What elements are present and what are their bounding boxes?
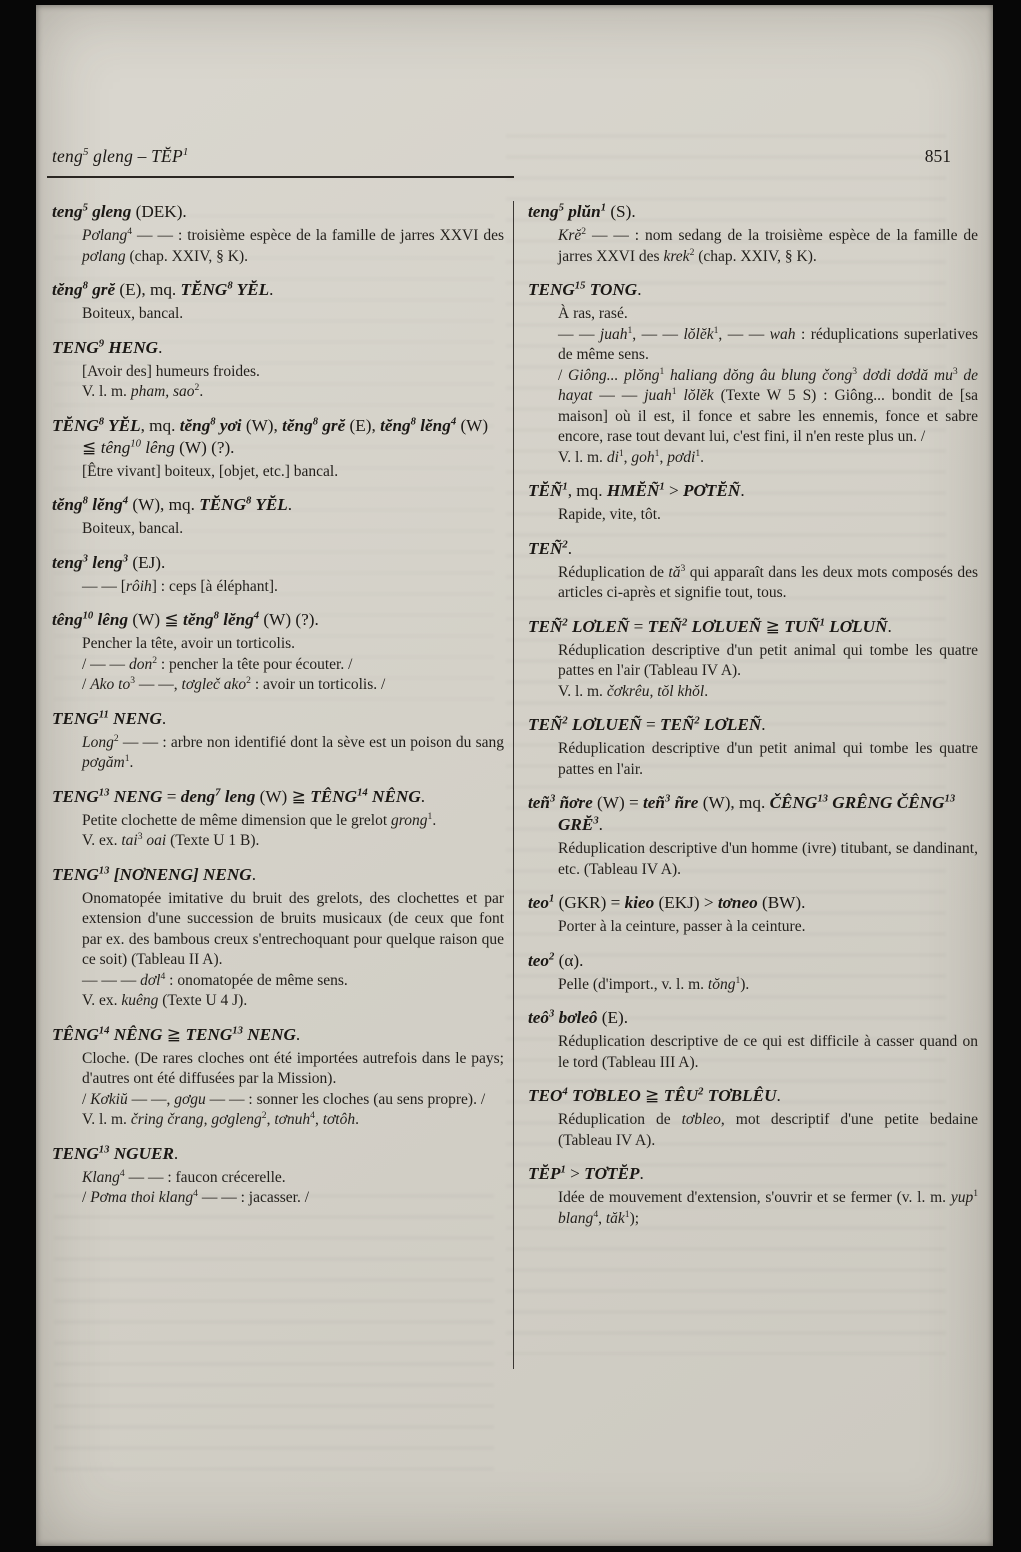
entry-headword: TENG$^{13}$ NGUER. <box>52 1143 179 1163</box>
entry-headword: teng$^3$ leng$^3$ (EJ). <box>52 552 166 572</box>
dictionary-entry <box>52 1143 504 1209</box>
entry-definition: — — [rôih] : ceps [à éléphant]. <box>82 577 278 595</box>
entry-headword: TÊNG$^{14}$ NÊNG ≧ TENG$^{13}$ NENG. <box>52 1024 301 1044</box>
entry-headword: TENG$^{15}$ TONG. <box>528 280 642 299</box>
dictionary-entry <box>52 609 504 696</box>
entry-definition: Réduplication descriptive de ce qui est difficile à casser quand on le tord (Tableau III A). <box>558 1033 978 1071</box>
entry-headword: TEÑ$^2$. <box>528 538 572 558</box>
dictionary-entry <box>52 708 504 774</box>
entry-definition: — — — dơl$^4$ : onomatopée de même sens. <box>82 970 348 989</box>
entry-headword: TĔNG$^8$ YĔL, mq. tĕng$^8$ yơi (W), tĕng$^8$ grĕ (E), tĕng$^8$ lĕng$^4$ (W) ≦ têng$^{10}$ lêng (W) (?). <box>52 415 489 457</box>
dictionary-entry <box>528 1007 978 1073</box>
entry-definition: V. l. m. $di^1$, goh$^1$, pơdi$^1$. <box>558 447 704 466</box>
entry-definition: V. ex. kuêng (Texte U 4 J). <box>82 992 248 1009</box>
entry-definition: À ras, rasé. <box>558 305 628 322</box>
dictionary-entry <box>528 616 978 703</box>
entry-definition: Réduplication de tơbleo, mot descriptif d'une petite bedaine (Tableau IV A). <box>558 1111 978 1149</box>
dictionary-entry <box>52 786 504 852</box>
entry-headword: TENG$^{11}$ NENG. <box>52 708 167 728</box>
entry-headword: teng$^5$ gleng (DEK). <box>52 202 187 221</box>
scanned-page <box>36 5 993 1546</box>
entry-headword: teo$^1$ (GKR) = kieo (EKJ) > tơneo (BW). <box>528 893 806 912</box>
entry-headword: tĕng$^8$ lĕng$^4$ (W), mq. TĔNG$^8$ YĔL. <box>52 495 293 514</box>
entry-definition: / Kơkiŭ — —, gơgu — — : sonner les cloches (au sens propre). / <box>82 1090 486 1108</box>
entry-definition: V. ex. tai$^3$ oai (Texte U 1 B). <box>82 830 260 849</box>
running-title: teng$^5$ gleng – TĔP$^1$ <box>52 146 189 166</box>
dictionary-column-left <box>52 201 504 1411</box>
entry-definition: Pencher la tête, avoir un torticolis. <box>82 635 296 652</box>
dictionary-entry <box>528 950 978 996</box>
entry-definition: / Giông... plŏng$^1$ haliang dŏng âu blung čong$^3$ dơdi dơdă $mu^3$ de hayat — — juah$^1$ lŏlĕk (Texte W 5 S) : Giông... bondit de [sa maison] où il est, il fonce et sabre les ennemis, fonce et sabre encore, rase tout devant lui, c'est fini, il n'en reste plus un. / <box>558 365 978 445</box>
entry-headword: TENG$^{13}$ [NƠNENG] NENG. <box>52 864 257 884</box>
entry-definition: Réduplication descriptive d'un petit animal qui tombe les quatre pattes en l'air. <box>558 740 978 778</box>
entry-headword: TEÑ$^2$ LƠLEÑ = $TEÑ^2$ LƠLUEÑ ≧ TUÑ$^1$ LƠLUÑ. <box>528 616 892 636</box>
header-rule <box>47 176 514 178</box>
page-number: 851 <box>924 146 951 166</box>
dictionary-entry <box>52 201 504 267</box>
entry-definition: Pelle (d'import., v. l. m. tŏng$^1$). <box>558 974 750 993</box>
entry-definition: Réduplication de $tă^3$ qui apparaît dans les deux mots composés des articles ci-après et signifie tout, tous. <box>558 562 978 601</box>
dictionary-entry <box>52 279 504 325</box>
entry-definition: Boiteux, bancal. <box>82 305 184 322</box>
entry-definition: [Avoir des] humeurs froides. <box>82 362 260 380</box>
entry-definition: — — juah$^1$, — — lŏlĕk$^1$, — — wah : réduplications superlatives de même sens. <box>558 324 978 363</box>
dictionary-column-right <box>528 201 978 1411</box>
entry-definition: Réduplication descriptive d'un homme (ivre) titubant, se dandinant, etc. (Tableau IV A). <box>558 840 978 878</box>
dictionary-entry <box>528 480 978 526</box>
entry-headword: TENG$^9$ HENG. <box>52 337 163 357</box>
entry-definition: / — — don$^2$ : pencher la tête pour écouter. / <box>82 654 353 673</box>
entry-headword: teñ$^3$ ñơre (W) = teñ$^3$ ñre (W), mq. ČÊNG$^{13}$ GRÊNG ČÊNG$^{13}$ GRĔ$^3$. <box>528 793 956 834</box>
entry-headword: teô$^3$ bơleô (E). <box>528 1008 628 1027</box>
entry-definition: / Pơma thoi klang$^4$ — — : jacasser. / <box>82 1187 310 1206</box>
entry-headword: têng$^{10}$ lêng (W) ≦ tĕng$^8$ lĕng$^4$ (W) (?). <box>52 610 319 629</box>
entry-definition: Krĕ$^2$ — — : nom sedang de la troisième espèce de la famille de jarres XXVI des krek$^2$ (chap. XXIV, § K). <box>558 225 978 265</box>
dictionary-entry <box>528 538 978 604</box>
entry-definition: Cloche. (De rares cloches ont été importées autrefois dans le pays; d'autres ont été diffusées par la Mission). <box>82 1049 504 1087</box>
dictionary-entry <box>528 1163 978 1229</box>
entry-headword: TĔÑ$^1$, mq. $HMĔÑ^1$ > PƠTĔÑ. <box>528 481 745 500</box>
dictionary-entry <box>528 892 978 938</box>
dictionary-entry <box>52 415 504 483</box>
dictionary-entry <box>528 1085 978 1151</box>
dictionary-entry <box>528 279 978 468</box>
dictionary-entry <box>52 337 504 403</box>
entry-definition: V. l. m. pham, sao$^2$. <box>82 381 204 400</box>
dictionary-entry <box>52 1024 504 1131</box>
dictionary-entry <box>52 864 504 1012</box>
entry-headword: teo$^2$ (α). <box>528 950 584 970</box>
entry-definition: Klang$^4$ — — : faucon crécerelle. <box>82 1167 286 1186</box>
entry-definition: V. l. m. čring črang, gơgleng$^2$, tơnuh$^4$, tơtôh. <box>82 1109 359 1128</box>
entry-definition: Rapide, vite, tôt. <box>558 506 661 523</box>
entry-definition: Idée de mouvement d'extension, s'ouvrir et se fermer (v. l. m. yup$^1$ blang$^4$, tăk$^1$); <box>558 1187 978 1227</box>
entry-definition: Long$^2$ — — : arbre non identifié dont la sève est un poison du sang pơgăm$^1$. <box>82 732 504 771</box>
entry-headword: TENG$^{13}$ NENG = deng$^7$ leng (W) ≧ TÊNG$^{14}$ NÊNG. <box>52 786 426 806</box>
entry-definition: Onomatopée imitative du bruit des grelots, des clochettes et par extension d'une succession de bruits musicaux (de ceux que font par ex. des bambous creux s'entrechoquant pour quelque raison que ce soit) (Tableau II A). <box>82 889 504 968</box>
entry-definition: / Ako $to^3$ — —, tơgleč ako$^2$ : avoir un torticolis. / <box>82 674 386 693</box>
dictionary-entry <box>528 714 978 780</box>
entry-definition: Réduplication descriptive d'un petit animal qui tombe les quatre pattes en l'air (Tableau IV A). <box>558 641 978 679</box>
entry-definition: Petite clochette de même dimension que le grelot grong$^1$. <box>82 810 437 829</box>
dictionary-entry <box>52 494 504 540</box>
entry-definition: Porter à la ceinture, passer à la ceinture. <box>558 918 806 935</box>
column-divider <box>513 201 514 1369</box>
dictionary-entry <box>528 201 978 267</box>
entry-headword: teng$^5$ plŭn$^1$ (S). <box>528 202 636 221</box>
entry-definition: V. l. m. čơkrêu, tŏl khŏl. <box>558 682 709 700</box>
entry-definition: Boiteux, bancal. <box>82 520 184 537</box>
entry-headword: TEO$^4$ TƠBLEO ≧ TÊU$^2$ TƠBLÊU. <box>528 1086 781 1105</box>
dictionary-entry <box>528 792 978 880</box>
entry-definition: Pơlang$^4$ — — : troisième espèce de la famille de jarres XXVI des pơlang (chap. XXIV, § K). <box>82 225 504 265</box>
entry-headword: TEÑ$^2$ LƠLUEÑ = $TEÑ^2$ LƠLEÑ. <box>528 715 766 734</box>
entry-headword: $TĔP^1$ > TƠTĔP. <box>528 1164 644 1183</box>
dictionary-entry <box>52 552 504 598</box>
entry-definition: [Être vivant] boiteux, [objet, etc.] bancal. <box>82 462 339 480</box>
entry-headword: tĕng$^8$ grĕ (E), mq. TĔNG$^8$ YĔL. <box>52 280 274 299</box>
